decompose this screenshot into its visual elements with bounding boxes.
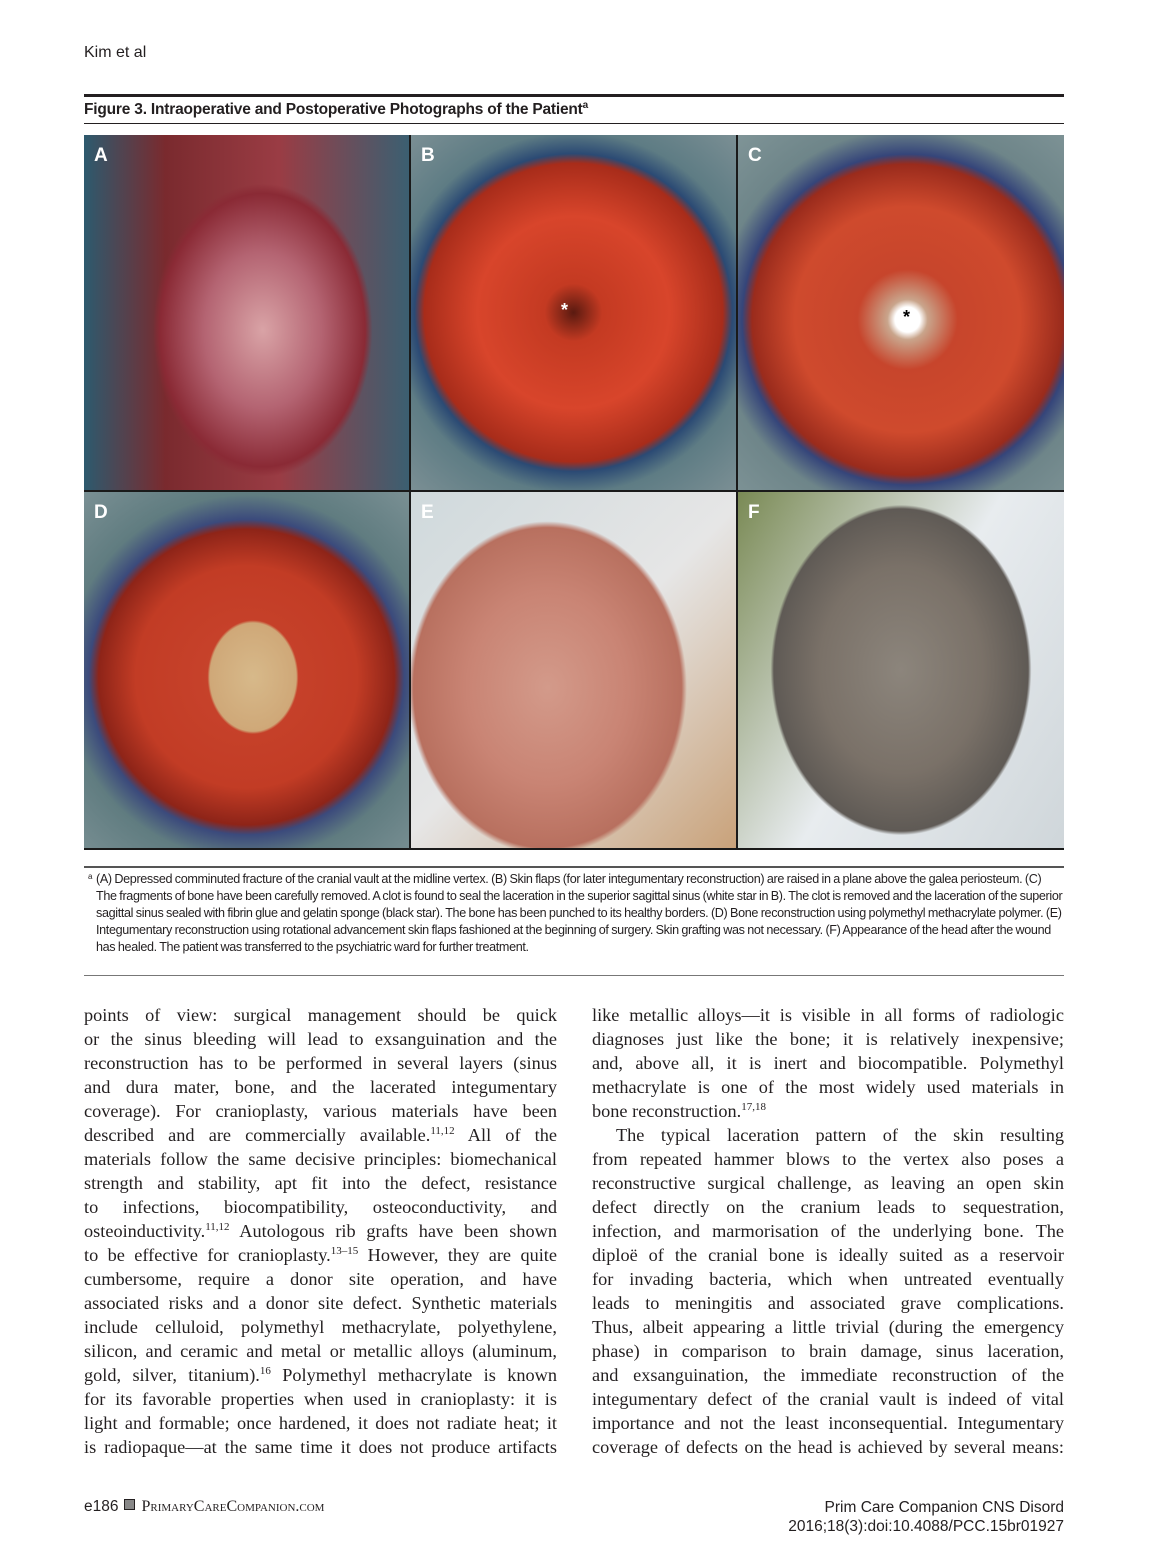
text-line <box>592 1339 1064 1363</box>
body-column-right <box>592 1003 1064 1459</box>
text-segment: or the sinus bleeding will lead to exsanguination and the <box>84 1029 557 1049</box>
citation-superscript: 11,12 <box>205 1221 230 1233</box>
photo-panel-b <box>411 135 736 490</box>
footer-left <box>84 1498 324 1516</box>
citation-superscript: 13–15 <box>330 1245 359 1257</box>
text-segment: silicon, and ceramic and metal or metallic alloys (aluminum, <box>84 1341 557 1361</box>
text-line <box>84 1219 557 1243</box>
text-line <box>84 1339 557 1363</box>
text-segment: diploë of the cranial bone is ideally suited as a reservoir <box>592 1245 1064 1265</box>
text-segment: All of the <box>454 1125 557 1145</box>
square-bullet-icon <box>124 1499 135 1510</box>
text-segment: light and formable; once hardened, it does not radiate heat; it <box>84 1413 557 1433</box>
text-segment: phase) in comparison to brain damage, sinus laceration, <box>592 1341 1064 1361</box>
text-segment: diagnoses just like the bone; it is relatively inexpensive; <box>592 1029 1064 1049</box>
journal-name: Prim Care Companion CNS Disord <box>824 1499 1064 1516</box>
caption-footnote-marker: a <box>88 872 93 881</box>
photo-panel-a <box>84 135 409 490</box>
text-line <box>592 1099 1064 1123</box>
text-line <box>592 1171 1064 1195</box>
text-segment: However, they are quite <box>358 1245 557 1265</box>
text-line <box>592 1363 1064 1387</box>
text-line <box>592 1435 1064 1459</box>
text-segment: cumbersome, require a donor site operation, and have <box>84 1269 557 1289</box>
page-number: e186 <box>84 1498 119 1515</box>
figure-title <box>84 100 588 119</box>
caption-rule <box>84 866 1064 868</box>
text-segment: to be effective for cranioplasty. <box>84 1245 331 1265</box>
footer-right <box>788 1498 1064 1536</box>
citation-superscript: 17,18 <box>741 1101 766 1113</box>
text-segment: importance and not the least inconsequential. Integumentary <box>592 1413 1064 1433</box>
photo-panel-f <box>738 492 1064 848</box>
text-segment: Autologous rib grafts have been shown <box>229 1221 557 1241</box>
text-segment: points of view: surgical management should be quick <box>84 1005 557 1025</box>
title-rule <box>84 123 1064 124</box>
white-star-marker: * <box>561 300 569 320</box>
text-segment: coverage). For cranioplasty, various materials have been <box>84 1101 557 1121</box>
panel-label: E <box>421 502 434 523</box>
text-line <box>84 1099 557 1123</box>
text-segment: materials follow the same decisive principles: biomechanical <box>84 1149 557 1169</box>
text-line <box>84 1315 557 1339</box>
top-rule <box>84 94 1064 97</box>
text-line <box>84 1435 557 1459</box>
text-line <box>84 1051 557 1075</box>
running-head: Kim et al <box>84 44 147 61</box>
text-line <box>592 1267 1064 1291</box>
text-segment: and, above all, it is inert and biocompatible. Polymethyl <box>592 1053 1064 1073</box>
text-line <box>592 1219 1064 1243</box>
panel-label: C <box>748 145 762 166</box>
photo-panel-c <box>738 135 1064 490</box>
figure-photo-grid <box>84 135 1064 850</box>
figure-caption <box>84 871 1064 956</box>
text-segment: gold, silver, titanium). <box>84 1365 260 1385</box>
text-segment: associated risks and a donor site defect. Synthetic materials <box>84 1293 557 1313</box>
text-line <box>592 1051 1064 1075</box>
text-segment: Thus, albeit appearing a little trivial (during the emergency <box>592 1317 1064 1337</box>
text-segment: described and are commercially available. <box>84 1125 431 1145</box>
text-line <box>84 1363 557 1387</box>
text-segment: infection, and marmorisation of the underlying bone. The <box>592 1221 1064 1241</box>
caption-text: (A) Depressed comminuted fracture of the cranial vault at the midline vertex. (B) Skin flaps (for later integumentary reconstruction) are raised in a plane above the galea periosteum. (C) The fragments of bone have been carefully removed. A clot is found to seal the laceration in the superior sagittal sinus (white star in B). The clot is removed and the laceration of the superior sagittal sinus sealed with fibrin glue and gelatin sponge (black star). The bone has been punched to its healthy borders. (D) Bone reconstruction using polymethyl methacrylate polymer. (E) Integumentary reconstruction using rotational advancement skin flaps fashioned at the beginning of surgery. Skin grafting was not necessary. (F) Appearance of the head after the wound has healed. The patient was transferred to the psychiatric ward for further treatment. <box>96 872 1063 954</box>
text-segment: reconstruction has to be performed in several layers (sinus <box>84 1053 557 1073</box>
citation-superscript: 11,12 <box>430 1125 455 1137</box>
text-line <box>84 1243 557 1267</box>
text-line <box>84 1291 557 1315</box>
text-segment: coverage of defects on the head is achieved by several means: <box>592 1437 1064 1457</box>
text-line <box>84 1267 557 1291</box>
text-segment: defect directly on the cranium leads to sequestration, <box>592 1197 1064 1217</box>
text-line <box>84 1075 557 1099</box>
text-line <box>84 1027 557 1051</box>
text-segment: for its favorable properties when used in cranioplasty: it is <box>84 1389 557 1409</box>
text-line <box>592 1291 1064 1315</box>
photo-panel-e <box>411 492 736 848</box>
citation-doi: 2016;18(3):doi:10.4088/PCC.15br01927 <box>788 1518 1064 1535</box>
text-segment: The typical laceration pattern of the skin resulting <box>616 1125 1064 1145</box>
text-line <box>84 1411 557 1435</box>
text-line <box>592 1123 1064 1147</box>
text-line <box>592 1147 1064 1171</box>
text-line <box>592 1315 1064 1339</box>
text-segment: include celluloid, polymethyl methacrylate, polyethylene, <box>84 1317 557 1337</box>
text-segment: and exsanguination, the immediate reconstruction of the <box>592 1365 1064 1385</box>
black-star-marker: * <box>903 307 911 327</box>
text-line <box>84 1387 557 1411</box>
text-line <box>592 1387 1064 1411</box>
text-line <box>84 1147 557 1171</box>
panel-label: A <box>94 145 108 166</box>
text-segment: from repeated hammer blows to the vertex also poses a <box>592 1149 1064 1169</box>
text-segment: and dura mater, bone, and the lacerated integumentary <box>84 1077 557 1097</box>
text-segment: leads to meningitis and associated grave complications. <box>592 1293 1064 1313</box>
text-line <box>84 1003 557 1027</box>
text-line <box>84 1195 557 1219</box>
photo-panel-d <box>84 492 409 848</box>
text-line <box>592 1027 1064 1051</box>
figure-title-footnote-marker: a <box>582 100 589 111</box>
text-segment: osteoinductivity. <box>84 1221 206 1241</box>
caption-bottom-rule <box>84 975 1064 976</box>
text-segment: is radiopaque—at the same time it does not produce artifacts <box>84 1437 557 1457</box>
panel-label: B <box>421 145 435 166</box>
text-segment: to infections, biocompatibility, osteoconductivity, and <box>84 1197 557 1217</box>
text-line <box>84 1171 557 1195</box>
text-segment: integumentary defect of the cranial vault is indeed of vital <box>592 1389 1064 1409</box>
panel-label: D <box>94 502 108 523</box>
text-segment: Polymethyl methacrylate is known <box>270 1365 557 1385</box>
text-line <box>592 1411 1064 1435</box>
figure-title-text: Figure 3. Intraoperative and Postoperative Photographs of the Patient <box>84 101 583 119</box>
text-line <box>592 1195 1064 1219</box>
text-segment: bone reconstruction. <box>592 1101 742 1121</box>
text-segment: like metallic alloys—it is visible in all forms of radiologic <box>592 1005 1064 1025</box>
text-segment: strength and stability, apt fit into the defect, resistance <box>84 1173 557 1193</box>
text-line <box>592 1075 1064 1099</box>
text-segment: for invading bacteria, which when untreated eventually <box>592 1269 1064 1289</box>
text-segment: reconstructive surgical challenge, as leaving an open skin <box>592 1173 1064 1193</box>
text-line <box>84 1123 557 1147</box>
text-line <box>592 1003 1064 1027</box>
panel-label: F <box>748 502 760 523</box>
text-line <box>592 1243 1064 1267</box>
body-column-left <box>84 1003 557 1459</box>
text-segment: methacrylate is one of the most widely used materials in <box>592 1077 1064 1097</box>
website-link[interactable]: PrimaryCareCompanion.com <box>141 1498 325 1515</box>
citation-superscript: 16 <box>259 1365 271 1377</box>
